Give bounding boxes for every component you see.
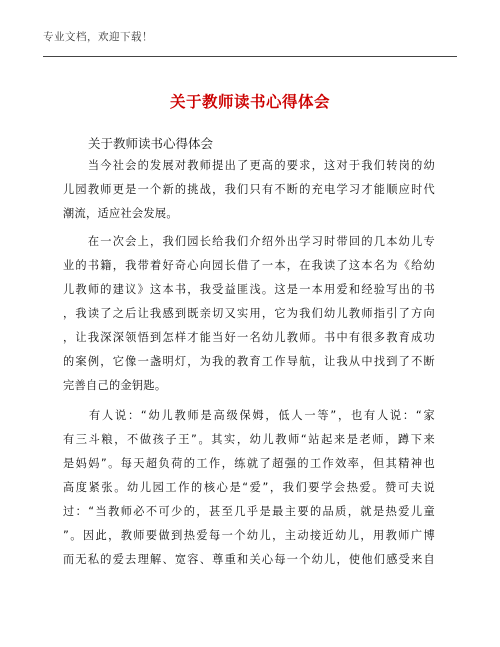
header-note: 专业文档，欢迎下载！ — [43, 31, 153, 43]
paragraph-line: 在一次会上，我们园长给我们介绍外出学习时带回的几本幼儿专 — [63, 235, 435, 248]
paragraph-line: 潮流，适应社会发展。 — [63, 207, 178, 220]
paragraph-line: 过：“当教师必不可少的，甚至几乎是最主要的品质，就是热爱儿童 — [63, 505, 435, 518]
paragraph-line: 业的书籍，我带着好奇心向园长借了一本，在我读了这本名为《给幼 — [63, 259, 435, 272]
paragraph-line: 儿教师的建议》这本书，我受益匪浅。这是一本用爱和经验写出的书 — [63, 283, 435, 296]
paragraph-line: 有三斗粮，不做孩子王”。其实，幼儿教师“站起来是老师，蹲下来 — [63, 433, 435, 446]
paragraph-1 — [63, 154, 435, 226]
paragraph-line: ，让我深深领悟到怎样才能当好一名幼儿教师。书中有很多教育成功 — [63, 331, 435, 344]
paragraph-line: 儿园教师更是一个新的挑战，我们只有不断的充电学习才能顺应时代 — [63, 183, 435, 196]
paragraph-line: ，我读了之后让我感到既亲切又实用，它为我们幼儿教师指引了方向 — [63, 307, 435, 320]
paragraph-line: 高度紧张。幼儿园工作的核心是“爱”，我们要学会热爱。赞可夫说 — [63, 481, 435, 494]
paragraph-3 — [63, 404, 435, 572]
paragraph-2 — [63, 230, 435, 398]
paragraph-line: ”。因此，教师要做到热爱每一个幼儿，主动接近幼儿，用教师广博 — [63, 529, 435, 542]
header-divider — [43, 56, 457, 57]
paragraph-line: 是妈妈”。每天超负荷的工作，练就了超强的工作效率，但其精神也 — [63, 457, 435, 470]
paragraph-line: 有人说：“幼儿教师是高级保姆，低人一等”，也有人说：“家 — [63, 409, 435, 422]
paragraph-line: 的案例，它像一盏明灯，为我的教育工作导航，让我从中找到了不断 — [63, 355, 435, 368]
paragraph-line: 而无私的爱去理解、宽容、尊重和关心每一个幼儿，使他们感受来自 — [63, 553, 435, 566]
document-subtitle: 关于教师读书心得体会 — [88, 136, 214, 151]
document-title: 关于教师读书心得体会 — [169, 93, 330, 111]
paragraph-line: 当今社会的发展对教师提出了更高的要求，这对于我们转岗的幼 — [63, 159, 435, 172]
paragraph-line: 完善自己的金钥匙。 — [63, 379, 167, 392]
